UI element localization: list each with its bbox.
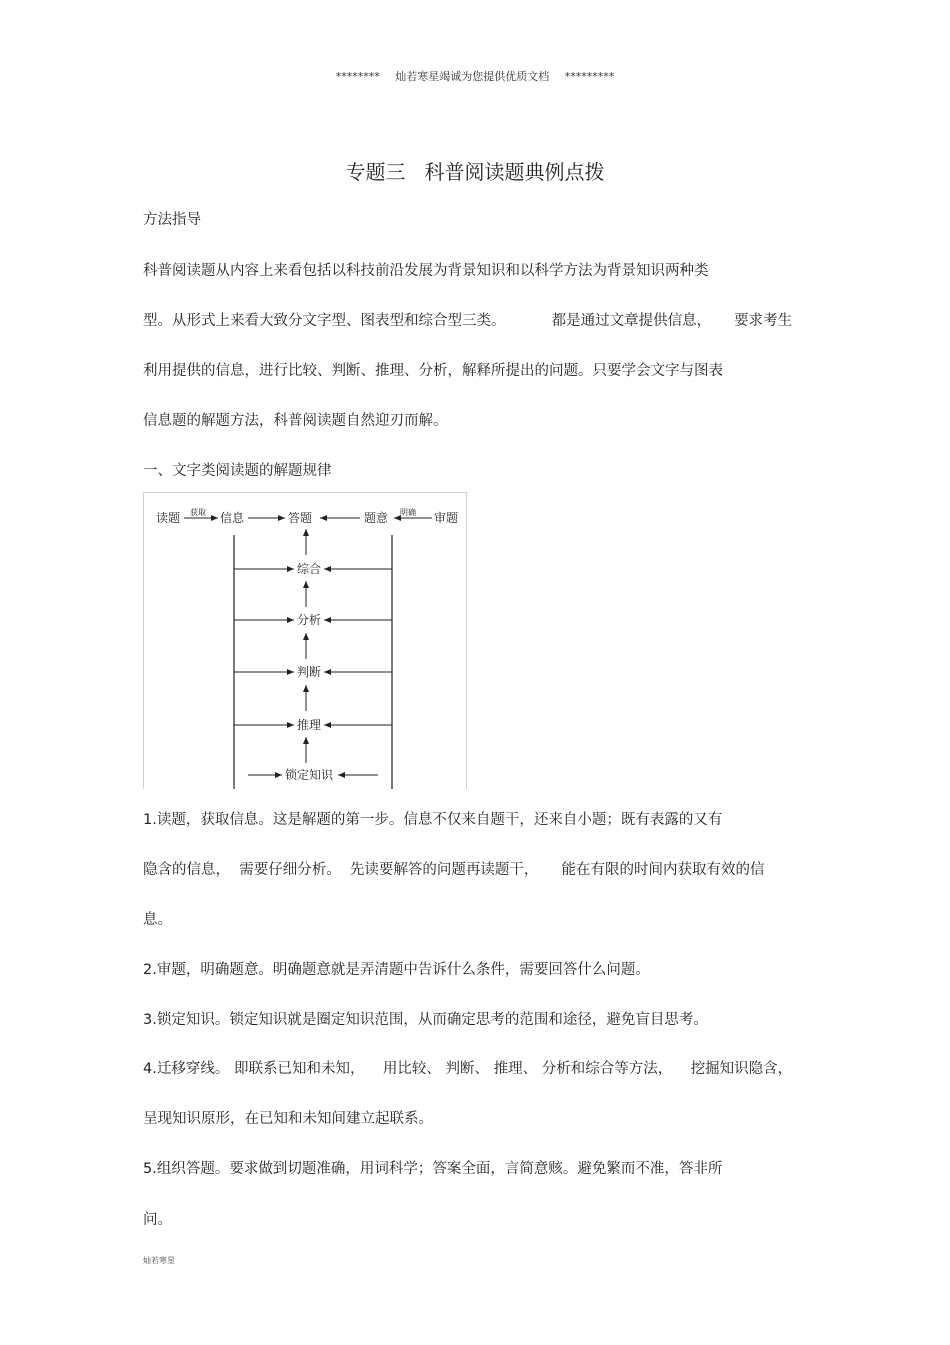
node-answer: 答题 [288,511,313,525]
header-text: 灿若寒星竭诚为您提供优质文档 [395,70,550,83]
node-read: 读题 [156,511,181,525]
intro-line-2: 型。从形式上来看大致分文字型、图表型和综合型三类。 都是通过文章提供信息， 要求考生 [143,313,793,329]
solving-flow-diagram [143,492,467,789]
node-infer: 推理 [297,718,322,732]
label-clarify: 明确 [400,508,416,517]
page-header [0,68,950,84]
node-lock-knowledge: 锁定知识 [285,768,334,782]
header-stars-right: ********* [564,70,615,83]
node-synthesize: 综合 [297,562,322,576]
node-review: 审题 [434,511,459,525]
step-4-line-2: 呈现知识原形，在已知和未知间建立起联系。 [143,1111,433,1127]
intro-line-3: 利用提供的信息，进行比较、判断、推理、分析，解释所提出的问题。只要学会文字与图表 [143,363,723,379]
step-4-line-1: 4.迁移穿线。 即联系已知和未知， 用比较、 判断、 推理、 分析和综合等方法， 挖掘知识隐含， [143,1061,793,1077]
section-method-heading: 方法指导 [143,212,201,228]
section-one-heading: 一、文字类阅读题的解题规律 [143,463,332,479]
step-3: 3.锁定知识。锁定知识就是圈定知识范围，从而确定思考的范围和途径，避免盲目思考。 [143,1012,708,1028]
intro-line-4: 信息题的解题方法，科普阅读题自然迎刃而解。 [143,413,448,429]
node-judge: 判断 [297,665,322,679]
node-analyze: 分析 [297,613,322,627]
flow-diagram-svg [144,493,466,789]
label-obtain: 获取 [190,508,206,517]
document-title: 专题三 科普阅读题典例点拨 [345,160,605,184]
step-5-line-2: 问。 [143,1212,172,1228]
step-1-line-3: 息。 [143,912,172,928]
node-info: 信息 [220,511,245,525]
step-2: 2.审题，明确题意。明确题意就是弄清题中告诉什么条件，需要回答什么问题。 [143,962,650,978]
node-meaning: 题意 [364,511,389,525]
step-1-line-2: 隐含的信息， 需要仔细分析。 先读要解答的问题再读题干， 能在有限的时间内获取有效的信 [143,862,765,878]
intro-line-1: 科普阅读题从内容上来看包括以科技前沿发展为背景知识和以科学方法为背景知识两种类 [143,263,709,279]
step-1-line-1: 1.读题，获取信息。这是解题的第一步。信息不仅来自题干，还来自小题；既有表露的又有 [143,812,723,828]
header-stars-left: ******** [335,70,380,83]
step-5-line-1: 5.组织答题。要求做到切题准确，用词科学；答案全面，言简意赅。避免繁而不准，答非所 [143,1161,723,1177]
page-footer: 灿若寒星 [143,1256,175,1265]
